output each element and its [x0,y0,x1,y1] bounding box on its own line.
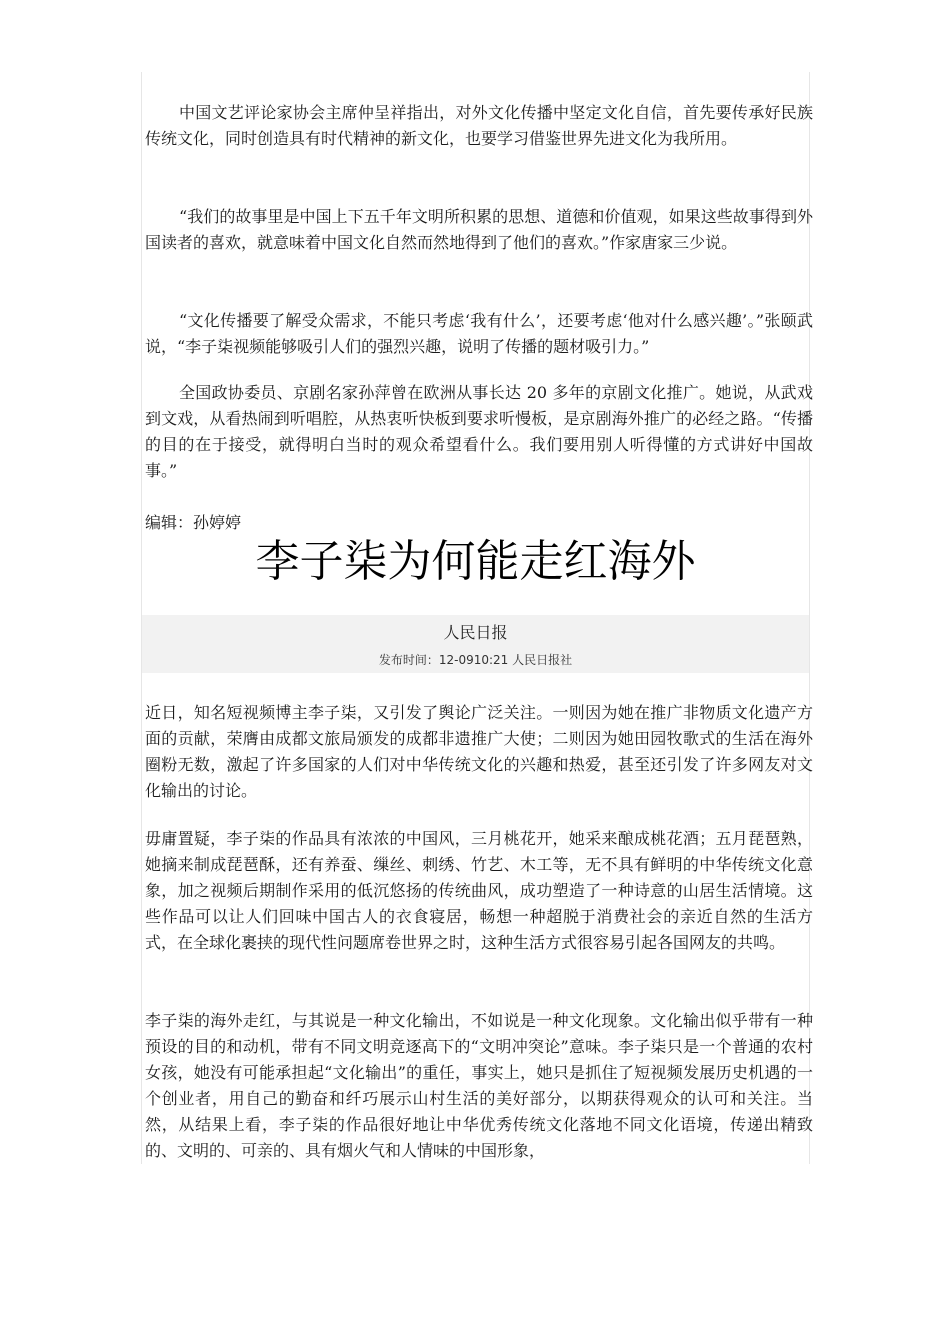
document-page [141,72,813,1164]
article-paragraph-2: 毋庸置疑，李子柒的作品具有浓浓的中国风，三月桃花开，她采来酿成桃花酒；五月琵琶熟，她摘来制成琵琶酥，还有养蚕、缫丝、刺绣、竹艺、木工等，无不具有鲜明的中华传统文化意象，加之视频后期制作采用的低沉悠扬的传统曲风，成功塑造了一种诗意的山居生活情境。这些作品可以让人们回味中国古人的衣食寝居，畅想一种超脱于消费社会的亲近自然的生活方式，在全球化裹挟的现代性问题席卷世界之时，这种生活方式很容易引起各国网友的共鸣。 [145,829,813,952]
publish-time: 发布时间：12-0910:21 [378,653,509,667]
article-title: 李子柒为何能走红海外 [255,536,696,587]
publish-info [142,651,809,669]
article-paragraph-3: 李子柒的海外走红，与其说是一种文化输出，不如说是一种文化现象。文化输出似乎带有一种预设的目的和动机，带有不同文明竞逐高下的“文明冲突论”意味。李子柒只是一个普通的农村女孩，她没有可能承担起“文化输出”的重任，事实上，她只是抓住了短视频发展历史机遇的一个创业者，用自己的勤奋和纤巧展示山村生活的美好部分，以期获得观众的认可和关注。当然，从结果上看，李子柒的作品很好地让中华优秀传统文化落地不同文化语境，传递出精致的、文明的、可亲的、具有烟火气和人情味的中国形象， [145,1011,813,1160]
paragraph-prev-4: 全国政协委员、京剧名家孙萍曾在欧洲从事长达 20 多年的京剧文化推广。她说，从武戏到文戏，从看热闹到听唱腔，从热衷听快板到要求听慢板，是京剧海外推广的必经之路。“传播的目的在于接受，就得明白当时的观众希望看什么。我们要用别人听得懂的方式讲好中国故事。” [145,383,813,480]
article-paragraph-1: 近日，知名短视频博主李子柒，又引发了舆论广泛关注。一则因为她在推广非物质文化遗产方面的贡献，荣膺由成都文旅局颁发的成都非遗推广大使；二则因为她田园牧歌式的生活在海外圈粉无数，激起了许多国家的人们对中华传统文化的兴趣和热爱，甚至还引发了许多网友对文化输出的讨论。 [145,703,813,800]
article-meta-band [142,615,809,673]
paragraph-prev-3: “文化传播要了解受众需求，不能只考虑‘我有什么’，还要考虑‘他对什么感兴趣’。”张颐武说，“李子柒视频能够吸引人们的强烈兴趣，说明了传播的题材吸引力。” [145,311,813,356]
article-source: 人民日报 [443,623,508,642]
editor-credit: 编辑：孙婷婷 [145,513,242,532]
paragraph-prev-1: 中国文艺评论家协会主席仲呈祥指出，对外文化传播中坚定文化自信，首先要传承好民族传统文化，同时创造具有时代精神的新文化，也要学习借鉴世界先进文化为我所用。 [145,103,813,148]
publish-org: 人民日报社 [512,653,573,667]
paragraph-prev-2: “我们的故事里是中国上下五千年文明所积累的思想、道德和价值观，如果这些故事得到外国读者的喜欢，就意味着中国文化自然而然地得到了他们的喜欢。”作家唐家三少说。 [145,207,813,252]
